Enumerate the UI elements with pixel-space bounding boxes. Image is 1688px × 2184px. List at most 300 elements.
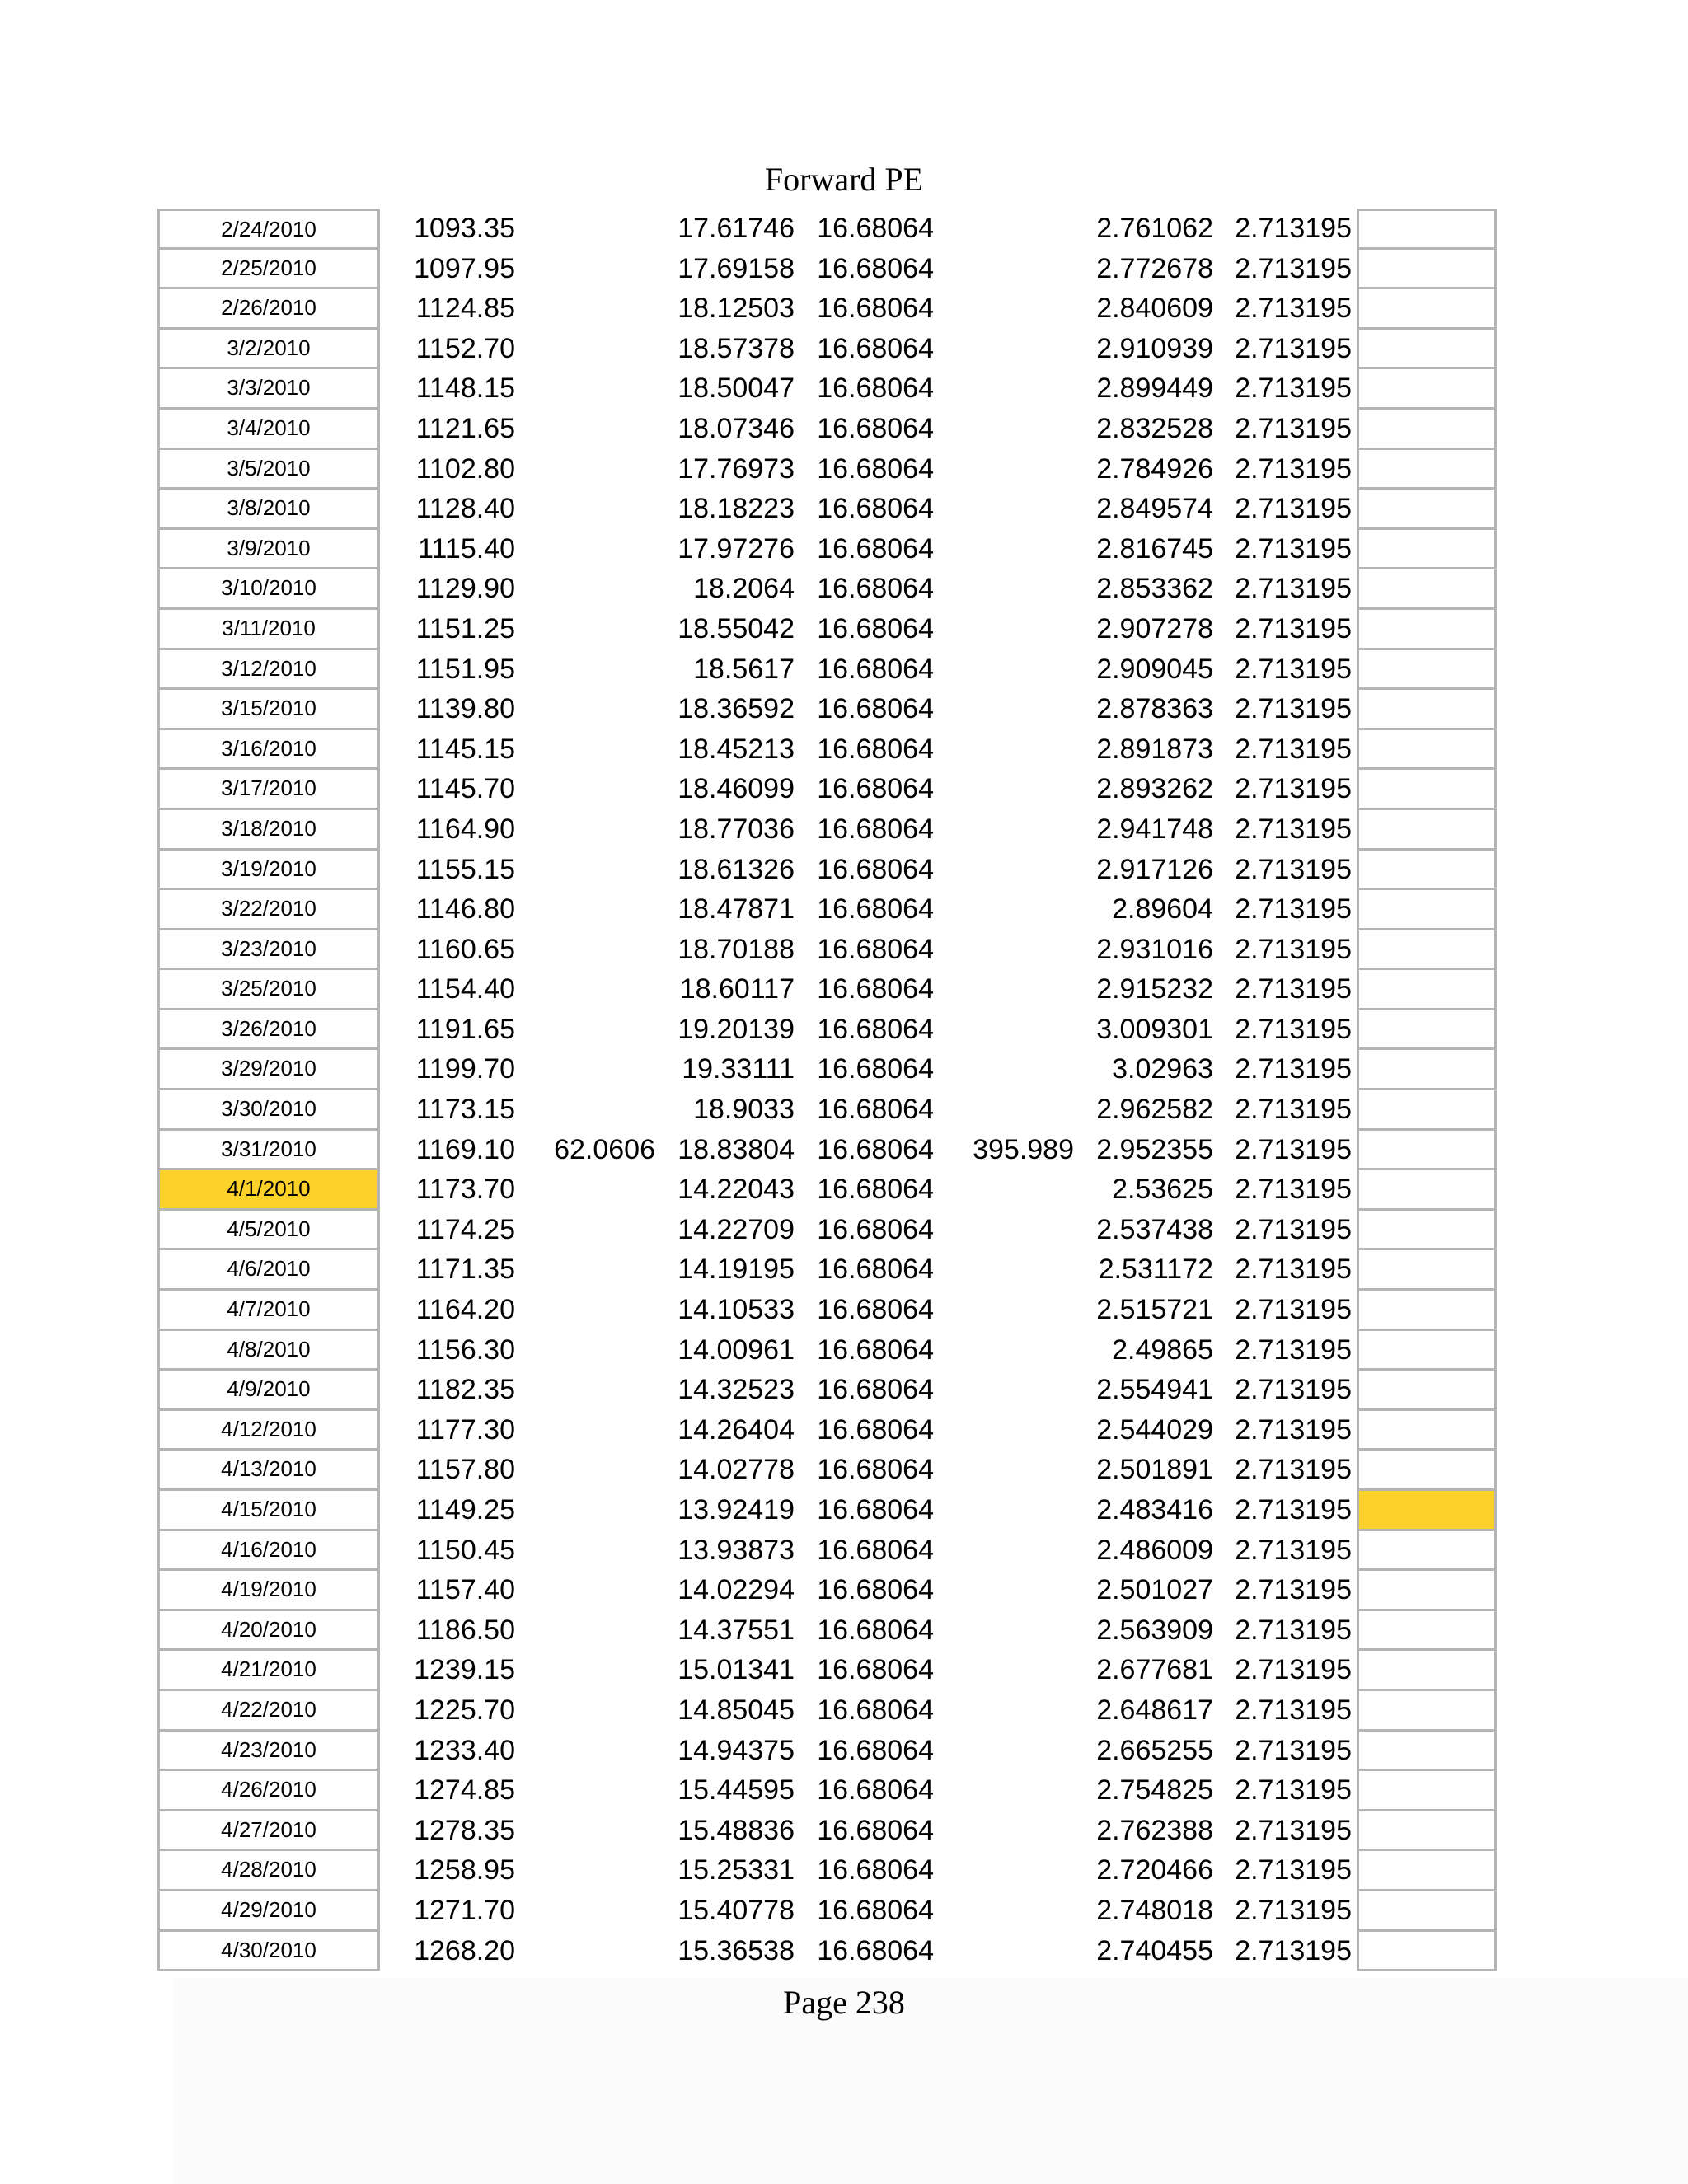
avg-ratio-cell: 2.713195 — [1235, 733, 1352, 765]
date-cell: 3/4/2010 — [157, 409, 380, 449]
eps-cell — [544, 368, 655, 409]
ratio-cell: 2.49865 — [1112, 1333, 1213, 1366]
avg-ratio-cell: 2.713195 — [1235, 1413, 1352, 1446]
avg-ratio-cell: 2.713195 — [1235, 1013, 1352, 1045]
date-cell: 4/15/2010 — [157, 1490, 380, 1530]
price-cell: 1225.70 — [414, 1694, 515, 1726]
avg-ratio-cell: 2.713195 — [1235, 1494, 1352, 1526]
pe-cell: 18.57378 — [678, 332, 795, 364]
eps-cell — [544, 850, 655, 890]
date-cell: 3/11/2010 — [157, 609, 380, 649]
avg-ratio-cell: 2.713195 — [1235, 452, 1352, 485]
pe-cell: 19.33111 — [682, 1053, 795, 1085]
table-row — [0, 850, 1688, 890]
price-cell: 1274.85 — [414, 1774, 515, 1807]
avg-ratio-cell: 2.713195 — [1235, 853, 1352, 885]
table-row — [0, 1049, 1688, 1090]
avg-ratio-cell: 2.713195 — [1235, 813, 1352, 845]
date-cell: 3/29/2010 — [157, 1049, 380, 1090]
avg-ratio-cell: 2.713195 — [1235, 933, 1352, 965]
table-row — [0, 1330, 1688, 1371]
table-row — [0, 1450, 1688, 1490]
ratio-cell: 2.761062 — [1096, 213, 1213, 244]
empty-cell — [1357, 529, 1497, 569]
eps-cell — [544, 569, 655, 609]
eps-cell — [544, 1370, 655, 1410]
avg-ratio-cell: 2.713195 — [1235, 1854, 1352, 1886]
avg-pe-cell: 16.68064 — [817, 1494, 934, 1526]
pe-cell: 15.40778 — [678, 1894, 795, 1926]
pe-cell: 15.01341 — [678, 1654, 795, 1686]
value-cell — [948, 1570, 1074, 1610]
price-cell: 1160.65 — [415, 933, 515, 965]
avg-ratio-cell: 2.713195 — [1235, 1094, 1352, 1126]
avg-ratio-cell: 2.713195 — [1235, 493, 1352, 525]
avg-ratio-cell: 2.713195 — [1235, 1534, 1352, 1566]
pe-cell: 18.47871 — [678, 893, 795, 926]
value-cell — [948, 249, 1074, 289]
ratio-cell: 2.665255 — [1096, 1734, 1213, 1766]
price-cell: 1151.25 — [415, 612, 515, 644]
date-cell: 4/30/2010 — [157, 1931, 380, 1971]
date-cell: 3/3/2010 — [157, 368, 380, 409]
ratio-cell: 2.740455 — [1096, 1934, 1213, 1966]
pe-cell: 15.36538 — [678, 1934, 795, 1966]
empty-cell — [1357, 1931, 1497, 1971]
empty-cell — [1357, 609, 1497, 649]
price-cell: 1278.35 — [414, 1814, 515, 1846]
avg-ratio-cell: 2.713195 — [1235, 1174, 1352, 1206]
pe-cell: 18.07346 — [678, 412, 795, 444]
date-cell: 4/12/2010 — [157, 1410, 380, 1451]
value-cell — [948, 1770, 1074, 1811]
avg-ratio-cell: 2.713195 — [1235, 532, 1352, 565]
value-cell — [948, 1450, 1074, 1490]
avg-pe-cell: 16.68064 — [817, 1814, 934, 1846]
avg-pe-cell: 16.68064 — [817, 1534, 934, 1566]
ratio-cell: 2.931016 — [1096, 933, 1213, 965]
table-row — [0, 1811, 1688, 1851]
date-cell: 3/16/2010 — [157, 729, 380, 770]
avg-ratio-cell: 2.713195 — [1235, 773, 1352, 805]
avg-ratio-cell: 2.713195 — [1235, 1814, 1352, 1846]
avg-pe-cell: 16.68064 — [817, 1574, 934, 1606]
ratio-cell: 2.962582 — [1096, 1094, 1213, 1126]
pe-cell: 17.61746 — [678, 213, 795, 244]
price-cell: 1145.15 — [415, 733, 515, 765]
pe-cell: 18.12503 — [678, 293, 795, 325]
pe-cell: 13.93873 — [678, 1534, 795, 1566]
ratio-cell: 2.893262 — [1096, 773, 1213, 805]
avg-ratio-cell: 2.713195 — [1235, 1133, 1352, 1165]
date-cell: 3/5/2010 — [157, 449, 380, 490]
ratio-cell: 2.899449 — [1096, 373, 1213, 405]
table-row — [0, 969, 1688, 1010]
table-row — [0, 209, 1688, 249]
avg-ratio-cell: 2.713195 — [1235, 412, 1352, 444]
ratio-cell: 2.531172 — [1098, 1254, 1213, 1286]
avg-pe-cell: 16.68064 — [817, 332, 934, 364]
pe-cell: 14.22709 — [678, 1213, 795, 1245]
empty-cell — [1357, 1850, 1497, 1891]
empty-cell — [1357, 969, 1497, 1010]
table-row — [0, 1650, 1688, 1690]
ratio-cell: 2.878363 — [1096, 693, 1213, 725]
avg-pe-cell: 16.68064 — [817, 1934, 934, 1966]
table-row — [0, 1770, 1688, 1811]
price-cell: 1152.70 — [415, 332, 515, 364]
empty-cell — [1357, 449, 1497, 490]
avg-pe-cell: 16.68064 — [817, 653, 934, 685]
empty-cell — [1357, 649, 1497, 690]
price-cell: 1173.70 — [415, 1174, 515, 1206]
eps-cell — [544, 1530, 655, 1571]
date-cell: 4/13/2010 — [157, 1450, 380, 1490]
value-cell — [948, 1010, 1074, 1050]
data-table — [0, 209, 1688, 1971]
date-cell: 4/20/2010 — [157, 1610, 380, 1651]
eps-cell — [544, 1770, 655, 1811]
eps-cell — [544, 649, 655, 690]
eps-cell — [544, 1090, 655, 1130]
price-cell: 1128.40 — [415, 493, 515, 525]
empty-cell — [1357, 1811, 1497, 1851]
empty-cell — [1357, 1010, 1497, 1050]
date-cell: 3/18/2010 — [157, 809, 380, 850]
eps-cell — [544, 969, 655, 1010]
table-row — [0, 449, 1688, 490]
pe-cell: 17.97276 — [678, 532, 795, 565]
ratio-cell: 2.754825 — [1096, 1774, 1213, 1807]
avg-pe-cell: 16.68064 — [817, 412, 934, 444]
price-cell: 1156.30 — [415, 1333, 515, 1366]
price-cell: 1164.20 — [415, 1294, 515, 1326]
empty-cell — [1357, 409, 1497, 449]
price-cell: 1155.15 — [415, 853, 515, 885]
empty-cell — [1357, 368, 1497, 409]
ratio-cell: 2.486009 — [1096, 1534, 1213, 1566]
pe-cell: 14.37551 — [678, 1614, 795, 1646]
avg-pe-cell: 16.68064 — [817, 612, 934, 644]
eps-cell — [544, 609, 655, 649]
date-cell: 3/30/2010 — [157, 1090, 380, 1130]
ratio-cell: 2.784926 — [1096, 452, 1213, 485]
price-cell: 1191.65 — [415, 1013, 515, 1045]
eps-cell — [544, 889, 655, 930]
avg-pe-cell: 16.68064 — [817, 1454, 934, 1486]
table-row — [0, 649, 1688, 690]
ratio-cell: 2.910939 — [1096, 332, 1213, 364]
eps-cell — [544, 809, 655, 850]
date-cell: 3/25/2010 — [157, 969, 380, 1010]
ratio-cell: 2.53625 — [1112, 1174, 1213, 1206]
pe-cell: 18.2064 — [693, 573, 795, 605]
avg-pe-cell: 16.68064 — [817, 1254, 934, 1286]
avg-pe-cell: 16.68064 — [817, 373, 934, 405]
eps-cell — [544, 769, 655, 809]
page-title: Forward PE — [764, 161, 924, 198]
eps-cell — [544, 689, 655, 729]
value-cell — [948, 969, 1074, 1010]
date-cell: 4/19/2010 — [157, 1570, 380, 1610]
empty-cell — [1357, 729, 1497, 770]
pe-cell: 18.70188 — [678, 933, 795, 965]
empty-cell — [1357, 1731, 1497, 1771]
avg-pe-cell: 16.68064 — [817, 1174, 934, 1206]
empty-cell — [1357, 850, 1497, 890]
empty-cell — [1357, 489, 1497, 529]
value-cell — [948, 409, 1074, 449]
price-cell: 1102.80 — [415, 452, 515, 485]
price-cell: 1164.90 — [415, 813, 515, 845]
table-row — [0, 1731, 1688, 1771]
table-row — [0, 1290, 1688, 1330]
ratio-cell: 2.501027 — [1096, 1574, 1213, 1606]
avg-pe-cell: 16.68064 — [817, 893, 934, 926]
avg-ratio-cell: 2.713195 — [1235, 1934, 1352, 1966]
date-cell: 3/2/2010 — [157, 329, 380, 369]
price-cell: 1169.10 — [415, 1133, 515, 1165]
pe-cell: 17.76973 — [678, 452, 795, 485]
table-row — [0, 1570, 1688, 1610]
avg-pe-cell: 16.68064 — [817, 1413, 934, 1446]
value-cell — [948, 1931, 1074, 1971]
pe-cell: 14.02294 — [678, 1574, 795, 1606]
price-cell: 1097.95 — [414, 252, 515, 284]
pe-cell: 18.55042 — [678, 612, 795, 644]
date-cell: 4/6/2010 — [157, 1249, 380, 1290]
table-row — [0, 689, 1688, 729]
avg-pe-cell: 16.68064 — [817, 1654, 934, 1686]
value-cell — [948, 1330, 1074, 1371]
price-cell: 1171.35 — [415, 1254, 515, 1286]
eps-cell — [544, 1249, 655, 1290]
table-row — [0, 809, 1688, 850]
value-cell — [948, 729, 1074, 770]
empty-cell — [1357, 1249, 1497, 1290]
pe-cell: 15.48836 — [678, 1814, 795, 1846]
eps-cell — [544, 1690, 655, 1731]
value-cell — [948, 569, 1074, 609]
value-cell — [948, 689, 1074, 729]
date-cell: 3/31/2010 — [157, 1130, 380, 1170]
ratio-cell: 2.748018 — [1096, 1894, 1213, 1926]
avg-pe-cell: 16.68064 — [817, 733, 934, 765]
table-row — [0, 489, 1688, 529]
table-row — [0, 569, 1688, 609]
avg-ratio-cell: 2.713195 — [1235, 252, 1352, 284]
table-row — [0, 1130, 1688, 1170]
value-cell — [948, 850, 1074, 890]
price-cell: 1186.50 — [415, 1614, 515, 1646]
empty-cell — [1357, 249, 1497, 289]
empty-cell — [1357, 889, 1497, 930]
eps-cell — [544, 1010, 655, 1050]
eps-cell — [544, 1931, 655, 1971]
eps-cell — [544, 1049, 655, 1090]
empty-cell — [1357, 1610, 1497, 1651]
value-cell — [948, 1690, 1074, 1731]
empty-cell — [1357, 1130, 1497, 1170]
avg-pe-cell: 16.68064 — [817, 693, 934, 725]
avg-pe-cell: 16.68064 — [817, 1854, 934, 1886]
empty-cell — [1357, 1690, 1497, 1731]
ratio-cell: 2.907278 — [1096, 612, 1213, 644]
eps-cell — [544, 1290, 655, 1330]
price-cell: 1115.40 — [418, 532, 515, 565]
pe-cell: 19.20139 — [678, 1013, 795, 1045]
eps-cell — [544, 1650, 655, 1690]
ratio-cell: 2.677681 — [1096, 1654, 1213, 1686]
pe-cell: 18.50047 — [678, 373, 795, 405]
table-row — [0, 1931, 1688, 1971]
value-cell — [948, 1370, 1074, 1410]
date-cell: 3/17/2010 — [157, 769, 380, 809]
table-row — [0, 329, 1688, 369]
price-cell: 1121.65 — [415, 412, 515, 444]
eps-cell — [544, 1410, 655, 1451]
pe-cell: 14.22043 — [678, 1174, 795, 1206]
ratio-cell: 2.563909 — [1096, 1614, 1213, 1646]
ratio-cell: 2.853362 — [1096, 573, 1213, 605]
avg-ratio-cell: 2.713195 — [1235, 1694, 1352, 1726]
eps-cell — [544, 1169, 655, 1210]
avg-pe-cell: 16.68064 — [817, 773, 934, 805]
date-cell: 4/21/2010 — [157, 1650, 380, 1690]
value-cell — [948, 649, 1074, 690]
pe-cell: 18.45213 — [678, 733, 795, 765]
avg-pe-cell: 16.68064 — [817, 1374, 934, 1406]
date-cell: 4/28/2010 — [157, 1850, 380, 1891]
price-cell: 1157.40 — [415, 1574, 515, 1606]
empty-cell — [1357, 1450, 1497, 1490]
avg-pe-cell: 16.68064 — [817, 1333, 934, 1366]
page-number: Page 238 — [783, 1984, 905, 2021]
avg-ratio-cell: 2.713195 — [1235, 293, 1352, 325]
eps-cell — [544, 329, 655, 369]
avg-pe-cell: 16.68064 — [817, 813, 934, 845]
avg-pe-cell: 16.68064 — [817, 1013, 934, 1045]
price-cell: 1129.90 — [415, 573, 515, 605]
price-cell: 1146.80 — [415, 893, 515, 926]
table-row — [0, 1490, 1688, 1530]
value-cell — [948, 930, 1074, 970]
table-row — [0, 1370, 1688, 1410]
table-row — [0, 1891, 1688, 1931]
pe-cell: 13.92419 — [678, 1494, 795, 1526]
ratio-cell: 2.537438 — [1096, 1213, 1213, 1245]
table-row — [0, 889, 1688, 930]
empty-cell — [1357, 809, 1497, 850]
ratio-cell: 3.009301 — [1096, 1013, 1213, 1045]
eps-cell — [544, 1731, 655, 1771]
date-cell: 4/9/2010 — [157, 1370, 380, 1410]
ratio-cell: 2.720466 — [1096, 1854, 1213, 1886]
ratio-cell: 2.816745 — [1096, 532, 1213, 565]
table-row — [0, 609, 1688, 649]
pe-cell: 15.25331 — [678, 1854, 795, 1886]
eps-cell — [544, 409, 655, 449]
avg-ratio-cell: 2.713195 — [1235, 1574, 1352, 1606]
pe-cell: 18.36592 — [678, 693, 795, 725]
avg-pe-cell: 16.68064 — [817, 293, 934, 325]
value-cell — [948, 1610, 1074, 1651]
table-row — [0, 1210, 1688, 1250]
empty-cell — [1357, 769, 1497, 809]
date-cell: 2/24/2010 — [157, 209, 380, 249]
price-cell: 1174.25 — [415, 1213, 515, 1245]
table-row — [0, 1169, 1688, 1210]
avg-pe-cell: 16.68064 — [817, 252, 934, 284]
empty-cell — [1357, 1290, 1497, 1330]
table-row — [0, 1690, 1688, 1731]
value-cell — [948, 329, 1074, 369]
date-cell: 2/25/2010 — [157, 249, 380, 289]
avg-pe-cell: 16.68064 — [817, 1294, 934, 1326]
avg-ratio-cell: 2.713195 — [1235, 373, 1352, 405]
table-row — [0, 409, 1688, 449]
empty-cell — [1357, 329, 1497, 369]
avg-pe-cell: 16.68064 — [817, 853, 934, 885]
table-row — [0, 769, 1688, 809]
avg-pe-cell: 16.68064 — [817, 1053, 934, 1085]
ratio-cell: 2.762388 — [1096, 1814, 1213, 1846]
empty-cell — [1357, 1210, 1497, 1250]
avg-ratio-cell: 2.713195 — [1235, 653, 1352, 685]
date-cell: 4/23/2010 — [157, 1731, 380, 1771]
pe-cell: 18.46099 — [678, 773, 795, 805]
avg-ratio-cell: 2.713195 — [1235, 612, 1352, 644]
price-cell: 1145.70 — [415, 773, 515, 805]
price-cell: 1150.45 — [415, 1534, 515, 1566]
date-cell: 4/26/2010 — [157, 1770, 380, 1811]
ratio-cell: 2.515721 — [1096, 1294, 1213, 1326]
empty-cell — [1357, 209, 1497, 249]
empty-cell — [1357, 1370, 1497, 1410]
avg-pe-cell: 16.68064 — [817, 1614, 934, 1646]
ratio-cell: 2.554941 — [1096, 1374, 1213, 1406]
value-cell — [948, 1410, 1074, 1451]
eps-cell — [544, 1850, 655, 1891]
value-cell — [948, 809, 1074, 850]
date-cell: 4/22/2010 — [157, 1690, 380, 1731]
eps-cell — [544, 1490, 655, 1530]
avg-ratio-cell: 2.713195 — [1235, 1213, 1352, 1245]
value-cell — [948, 609, 1074, 649]
avg-ratio-cell: 2.713195 — [1235, 693, 1352, 725]
pe-cell: 18.18223 — [678, 493, 795, 525]
avg-pe-cell: 16.68064 — [817, 1694, 934, 1726]
pe-cell: 14.26404 — [678, 1413, 795, 1446]
avg-pe-cell: 16.68064 — [817, 933, 934, 965]
ratio-cell: 2.544029 — [1096, 1413, 1213, 1446]
price-cell: 1268.20 — [414, 1934, 515, 1966]
empty-cell — [1357, 930, 1497, 970]
avg-pe-cell: 16.68064 — [817, 213, 934, 244]
date-cell: 3/12/2010 — [157, 649, 380, 690]
avg-pe-cell: 16.68064 — [817, 1094, 934, 1126]
eps-cell — [544, 1330, 655, 1371]
empty-cell — [1357, 1049, 1497, 1090]
value-cell — [948, 449, 1074, 490]
avg-ratio-cell: 2.713195 — [1235, 1374, 1352, 1406]
eps-cell — [544, 489, 655, 529]
eps-cell — [544, 1450, 655, 1490]
price-cell: 1149.25 — [415, 1494, 515, 1526]
price-cell: 1233.40 — [414, 1734, 515, 1766]
ratio-cell: 2.832528 — [1096, 412, 1213, 444]
value-cell — [948, 1731, 1074, 1771]
